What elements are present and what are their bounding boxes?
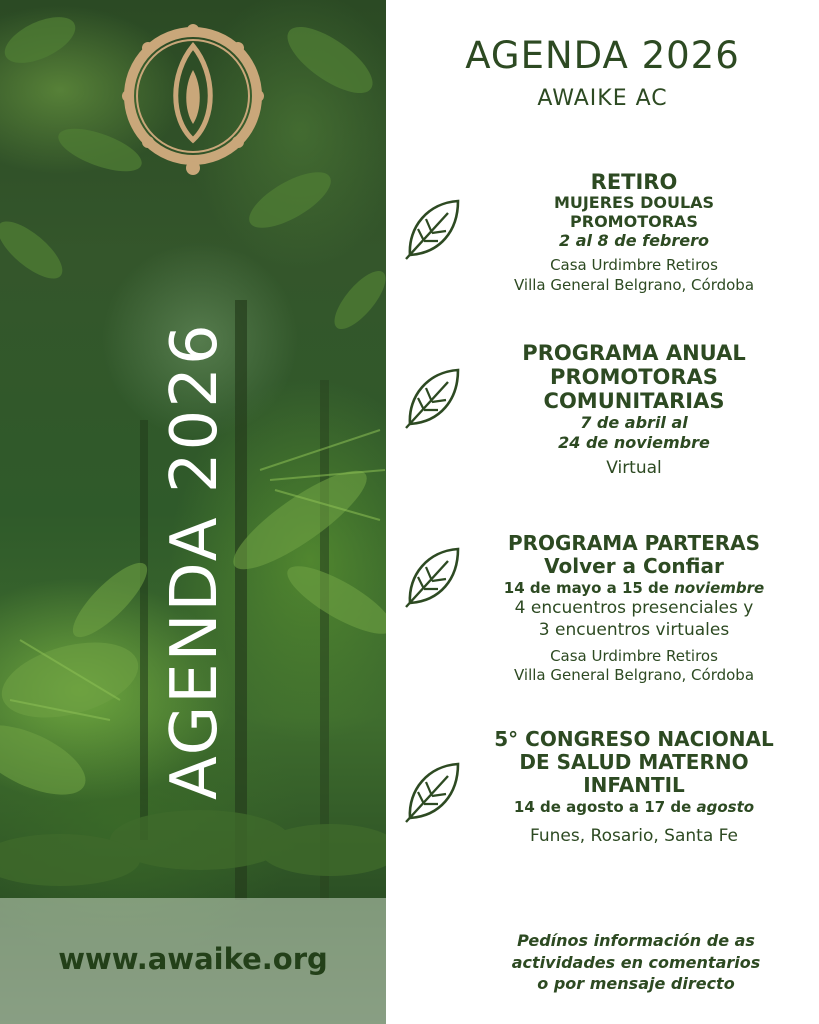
event-programa-anual xyxy=(474,341,794,479)
event-title: RETIRO xyxy=(590,170,678,194)
event-place: Virtual xyxy=(606,457,662,478)
event-place-line: Villa General Belgrano, Córdoba xyxy=(513,275,755,294)
event-date-line: 24 de noviembre xyxy=(558,432,710,452)
footer-line: actividades en comentarios xyxy=(511,952,761,972)
jungle-photo-panel xyxy=(0,0,386,1024)
footer-line: Pedínos información de as xyxy=(517,931,755,950)
event-date-month: noviembre xyxy=(674,579,765,597)
agenda-panel xyxy=(386,0,819,1024)
event-title-line: DE SALUD MATERNO xyxy=(519,750,749,774)
footer-info-text xyxy=(446,930,819,995)
event-date xyxy=(466,578,802,598)
leaf-icon xyxy=(404,197,462,261)
agenda-title: AGENDA 2026 xyxy=(465,34,740,77)
event-place-line: Casa Urdimbre Retiros xyxy=(550,256,718,275)
awaike-logo-icon xyxy=(118,24,268,176)
leaf-icon xyxy=(404,760,462,824)
event-subtitle-line: MUJERES DOULAS xyxy=(553,193,715,213)
event-note-line: 3 encuentros virtuales xyxy=(538,619,730,640)
event-date-prefix: 14 de mayo a 15 de xyxy=(503,579,675,597)
event-title-line: PROGRAMA ANUAL xyxy=(522,341,746,365)
event-subtitle-line: PROMOTORAS xyxy=(570,211,698,231)
event-date-prefix: 14 de agosto a 17 de xyxy=(513,798,697,816)
leaf-icon xyxy=(404,366,462,430)
event-note-line: 4 encuentros presenciales y xyxy=(514,598,754,619)
footer-line: o por mensaje directo xyxy=(537,974,735,994)
event-congreso xyxy=(458,728,810,847)
agenda-subtitle: AWAIKE AC xyxy=(537,86,668,111)
event-date-month: agosto xyxy=(696,798,755,816)
leaf-icon xyxy=(404,545,462,609)
event-title-line: INFANTIL xyxy=(583,773,685,797)
event-date-line: 7 de abril al xyxy=(580,413,688,433)
event-programa-parteras xyxy=(466,532,802,686)
event-title-line: PROMOTORAS xyxy=(550,365,718,390)
event-retiro xyxy=(474,170,794,295)
event-subtitle: Volver a Confiar xyxy=(544,554,724,578)
event-date xyxy=(458,797,810,818)
event-place: Funes, Rosario, Santa Fe xyxy=(530,826,738,846)
event-title-line: 5° CONGRESO NACIONAL xyxy=(494,727,774,751)
vertical-agenda-title: AGENDA 2026 xyxy=(158,322,232,800)
event-title-line: COMUNITARIAS xyxy=(543,389,725,414)
website-link[interactable]: www.awaike.org xyxy=(58,942,328,976)
event-place-line: Villa General Belgrano, Córdoba xyxy=(513,666,755,685)
event-date: 2 al 8 de febrero xyxy=(558,230,710,250)
event-place-line: Casa Urdimbre Retiros xyxy=(550,646,718,665)
event-title: PROGRAMA PARTERAS xyxy=(507,531,761,555)
